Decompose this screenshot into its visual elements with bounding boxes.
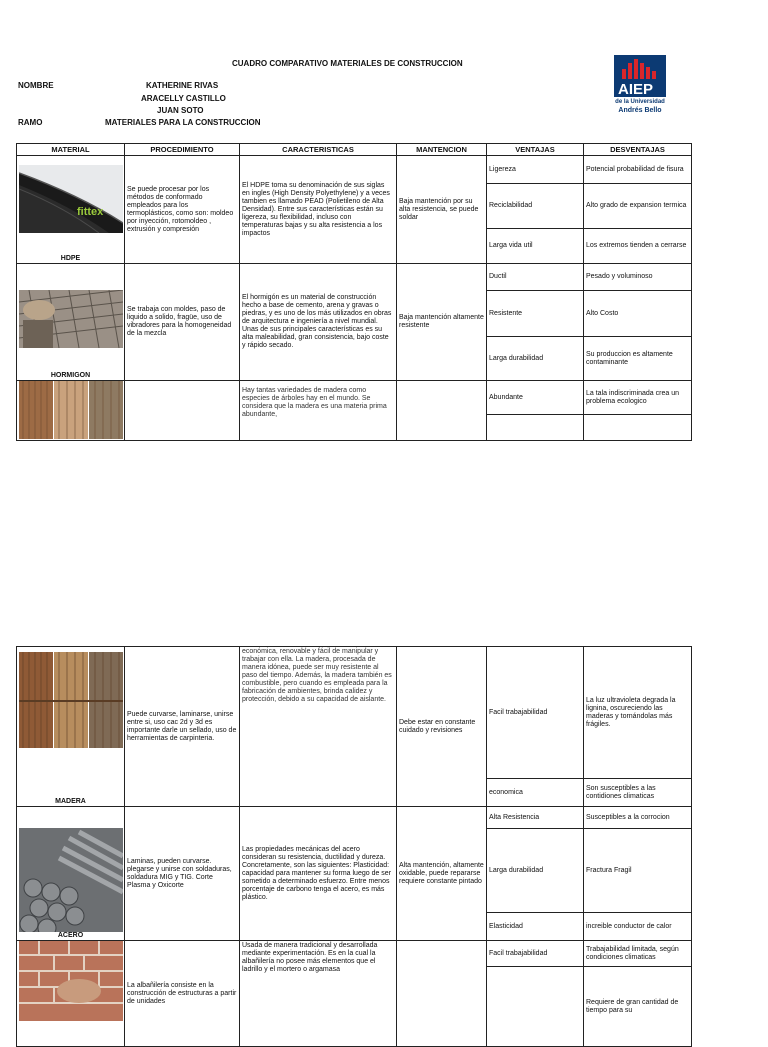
madera-top-procedimiento [125,381,240,441]
fittex-logo-text: fittex [76,206,103,218]
material-hormigon-label: HORMIGON [50,372,91,379]
albanileria-procedimiento: La albañilería consiste en la construcción de estructuras a partir de unidades [125,941,240,1047]
acero-procedimiento: Laminas, pueden curvarse. plegarse y unirse con soldaduras, soldadura MIG y TIG. Corte Plasma y Oxicorte [125,807,240,941]
madera-image [19,652,123,748]
hormigon-image [19,290,123,348]
hdpe-mantencion: Baja mantención por su alta resistencia, se puede soldar [397,156,487,264]
header-mantencion: MANTENCION [397,144,487,156]
aiep-logo [614,55,666,127]
madera-top-mantencion [397,381,487,441]
madera-desventaja-2: Son susceptibles a las contidiones climaticas [584,779,692,807]
page-title: CUADRO COMPARATIVO MATERIALES DE CONSTRUCCION [232,59,463,68]
albanileria-ventaja-2 [487,967,584,1047]
header-material: MATERIAL [17,144,125,156]
madera-ventaja-2: economica [487,779,584,807]
header-desventajas: DESVENTAJAS [584,144,692,156]
logo-sub-1: de la Universidad [615,99,665,105]
madera-top-desventaja-1: La tala indiscriminada crea un problema ecologico [584,381,692,415]
page-break [0,444,768,644]
material-acero-cell [17,807,125,941]
hormigon-ventaja-3: Larga durabilidad [487,337,584,381]
hormigon-desventaja-3: Su produccion es altamente contaminante [584,337,692,381]
hdpe-desventaja-1: Potencial probabilidad de fisura [584,156,692,184]
hormigon-desventaja-1: Pesado y voluminoso [584,264,692,291]
albanileria-desventaja-1: Trabajabilidad limitada, según condiciones climaticas [584,941,692,967]
material-madera-label: MADERA [55,798,86,805]
acero-desventaja-1: Susceptibles a la corrocion [584,807,692,829]
material-madera-cell [17,647,125,807]
madera-top-ventaja-1: Abundante [487,381,584,415]
material-hormigon-cell [17,264,125,381]
acero-rebar-image [19,828,123,932]
madera-top-image-cell [17,381,125,441]
albanileria-caracteristicas: Usada de manera tradicional y desarrollada mediante experimentación. Es en la cual la albañilería no posee más elementos que el ladrillo y el mortero o argamasa [240,941,397,1047]
hdpe-procedimiento: Se puede procesar por los métodos de conformado empleados para los termoplásticos, como son: moldeo por inyección, rotomoldeo , extrusión y compresión [125,156,240,264]
logo-sub-2: Andrés Bello [618,106,662,114]
madera-caracteristicas: económica, renovable y fácil de manipular y trabajar con ella. La madera, procesada de manera idónea, puede ser muy resistente al paso del tiempo. Además, la madera también es combustible, pero cuando es empleada para la fabricación de ambientes, brinda calidez y protección, debido a su capacidad de aislante. [240,647,397,807]
madera-desventaja-1: La luz ultravioleta degrada la lignina, oscureciendo las maderas y tornándolas más frágiles. [584,647,692,779]
hormigon-procedimiento: Se trabaja con moldes, paso de liquido a solido, fragüe, uso de vibradores para la homogeneidad de la mezcla [125,264,240,381]
acero-desventaja-2: Fractura Fragil [584,829,692,913]
material-acero-label: ACERO [57,932,84,939]
header-caracteristicas: CARACTERISTICAS [240,144,397,156]
albanileria-desventaja-2: Requiere de gran cantidad de tiempo para su [584,967,692,1047]
comparison-table-bottom [16,646,692,1047]
madera-mantencion: Debe estar en constante cuidado y revisiones [397,647,487,807]
acero-caracteristicas: Las propiedades mecánicas del acero consideran su resistencia, ductilidad y dureza. Concretamente, son las siguientes: Plasticidad: capacidad para mantener su forma luego de ser sometido a determinado esfuerzo. Entre menos porcentaje de carbono tenga el acero, es más plástico. [240,807,397,941]
madera-top-image [19,381,123,439]
hdpe-ventaja-1: Ligereza [487,156,584,184]
madera-top-caracteristicas: Hay tantas variedades de madera como especies de árboles hay en el mundo. Se considera que la madera es una materia prima abundante, [240,381,397,441]
hormigon-mantencion: Baja mantención altamente resistente [397,264,487,381]
ramo-value: MATERIALES PARA LA CONSTRUCCION [105,118,261,127]
acero-ventaja-2: Larga durabilidad [487,829,584,913]
hdpe-desventaja-2: Alto grado de expansion termica [584,184,692,229]
header-ventajas: VENTAJAS [487,144,584,156]
hormigon-ventaja-2: Resistente [487,291,584,337]
comparison-table-top [16,143,692,441]
hdpe-caracteristicas: El HDPE toma su denominación de sus siglas en ingles (High Density Polyethylene) y a veces tambien es llamado PEAD (Polietileno de Alta Densidad). Entre sus características están su ligereza, su flexibilidad, incluso con temperaturas bajas y su alta resistencia a los impactos [240,156,397,264]
acero-ventaja-1: Alta Resistencia [487,807,584,829]
hormigon-desventaja-2: Alto Costo [584,291,692,337]
material-hdpe-label: HDPE [60,255,81,262]
ramo-label: RAMO [18,118,43,127]
hormigon-ventaja-1: Ductil [487,264,584,291]
madera-top-ventaja-2 [487,415,584,441]
madera-top-desventaja-2 [584,415,692,441]
material-hdpe-cell [17,156,125,264]
madera-ventaja-1: Facil trabajabilidad [487,647,584,779]
acero-desventaja-3: increible conductor de calor [584,913,692,941]
albanileria-mantencion [397,941,487,1047]
header-procedimiento: PROCEDIMIENTO [125,144,240,156]
nombre-1: KATHERINE RIVAS [146,81,219,90]
hdpe-pipes-image [19,165,123,233]
albanileria-image [19,941,123,1021]
nombre-label: NOMBRE [18,81,54,90]
hdpe-desventaja-3: Los extremos tienden a cerrarse [584,229,692,264]
material-albanileria-cell [17,941,125,1047]
logo-text: AIEP [618,81,654,98]
nombre-3: JUAN SOTO [157,106,204,115]
hdpe-ventaja-3: Larga vida util [487,229,584,264]
albanileria-ventaja-1: Facil trabajabilidad [487,941,584,967]
acero-ventaja-3: Elasticidad [487,913,584,941]
nombre-2: ARACELLY CASTILLO [141,94,226,103]
hormigon-caracteristicas: El hormigón es un material de construcción hecho a base de cemento, arena y gravas o piedras, y es uno de los más utilizados en obras de arquitectura e ingeniería a nivel mundial. Unas de sus principales características es su alta maleabilidad, gran consistencia, bajo coste y rápido secado. [240,264,397,381]
madera-procedimiento: Puede curvarse, laminarse, unirse entre si, uso cac 2d y 3d es importante darle un sellado, uso de herramientas de carpinteria. [125,647,240,807]
hdpe-ventaja-2: Reciclabilidad [487,184,584,229]
acero-mantencion: Alta mantención, altamente oxidable, puede repararse requiere constante pintado [397,807,487,941]
